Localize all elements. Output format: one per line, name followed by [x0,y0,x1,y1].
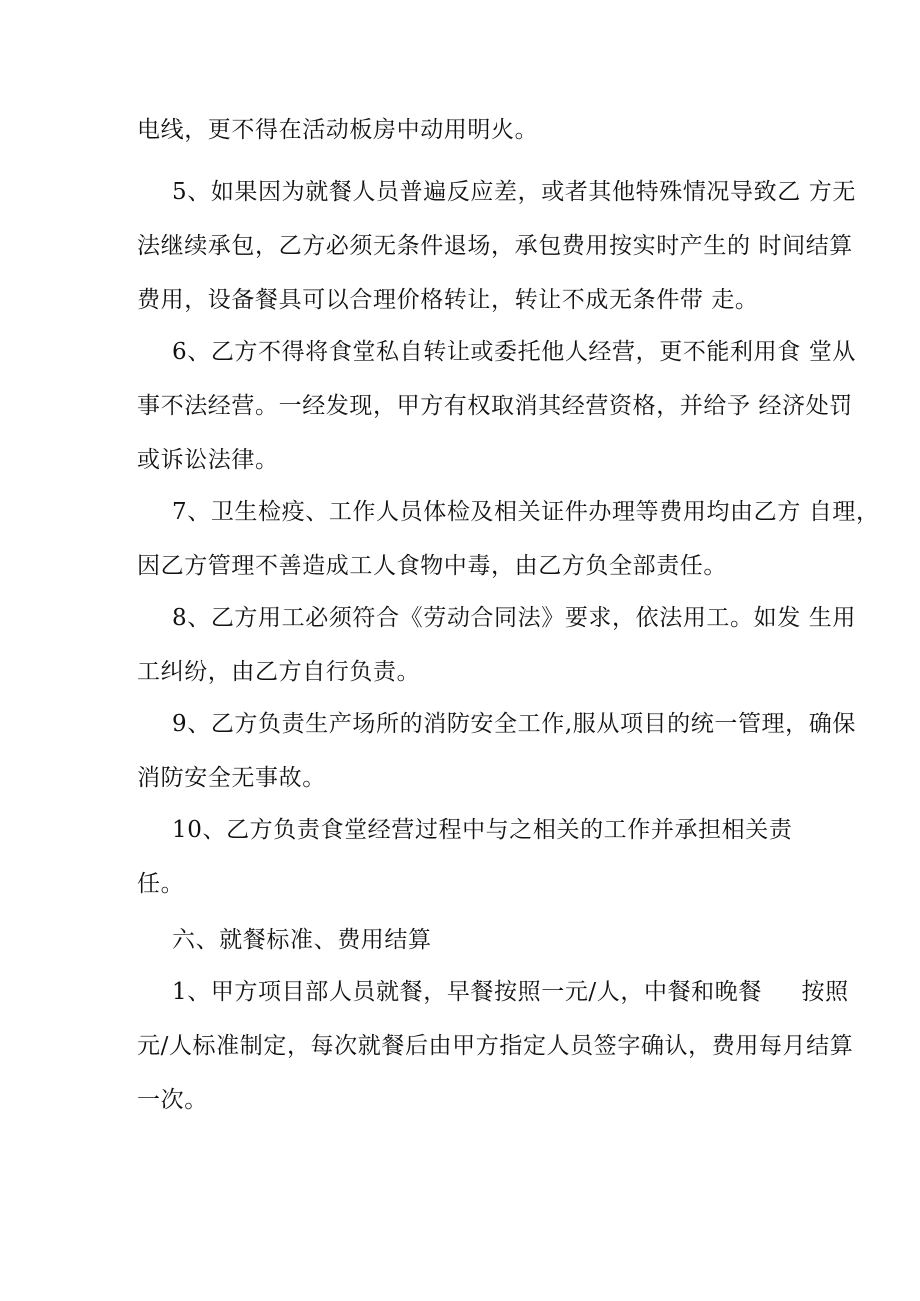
text-line: 电线，更不得在活动板房中动用明火。 [137,117,539,143]
text-line: 工纠纷，由乙方自行负责。 [137,659,421,685]
text-line: 10、乙方负责食堂经营过程中与之相关的工作并承担相关责 [172,817,793,843]
text-line: 5、如果因为就餐人员普遍反应差，或者其他特殊情况导致乙 方无 [172,179,856,205]
text-line: 1、甲方项目部人员就餐，早餐按照一元/人，中餐和晚餐 按照 [172,979,849,1005]
text-line: 9、乙方负责生产场所的消防安全工作,服从项目的统一管理，确保 [172,711,856,737]
text-line: 消防安全无事故。 [137,765,326,791]
section-heading: 六、就餐标准、费用结算 [172,927,432,953]
text-line: 8、乙方用工必须符合《劳动合同法》要求，依法用工。如发 生用 [172,605,856,631]
text-line: 因乙方管理不善造成工人食物中毒，由乙方负全部责任。 [137,553,727,579]
text-line: 费用，设备餐具可以合理价格转让，转让不成无条件带 走。 [137,287,759,313]
text-line: 元/人标准制定，每次就餐后由甲方指定人员签字确认，费用每月结算 [137,1033,854,1059]
text-line: 事不法经营。一经发现，甲方有权取消其经营资格，并给予 经济处罚 [137,393,853,419]
text-line: 或诉讼法律。 [137,447,279,473]
text-line: 任。 [137,871,185,897]
text-line: 6、乙方不得将食堂私自转让或委托他人经营，更不能利用食 堂从 [172,339,856,365]
text-line: 7、卫生检疫、工作人员体检及相关证件办理等费用均由乙方 自理， [172,499,880,525]
text-line: 一次。 [137,1087,208,1113]
text-line: 法继续承包，乙方必须无条件退场，承包费用按实时产生的 时间结算 [137,233,853,259]
